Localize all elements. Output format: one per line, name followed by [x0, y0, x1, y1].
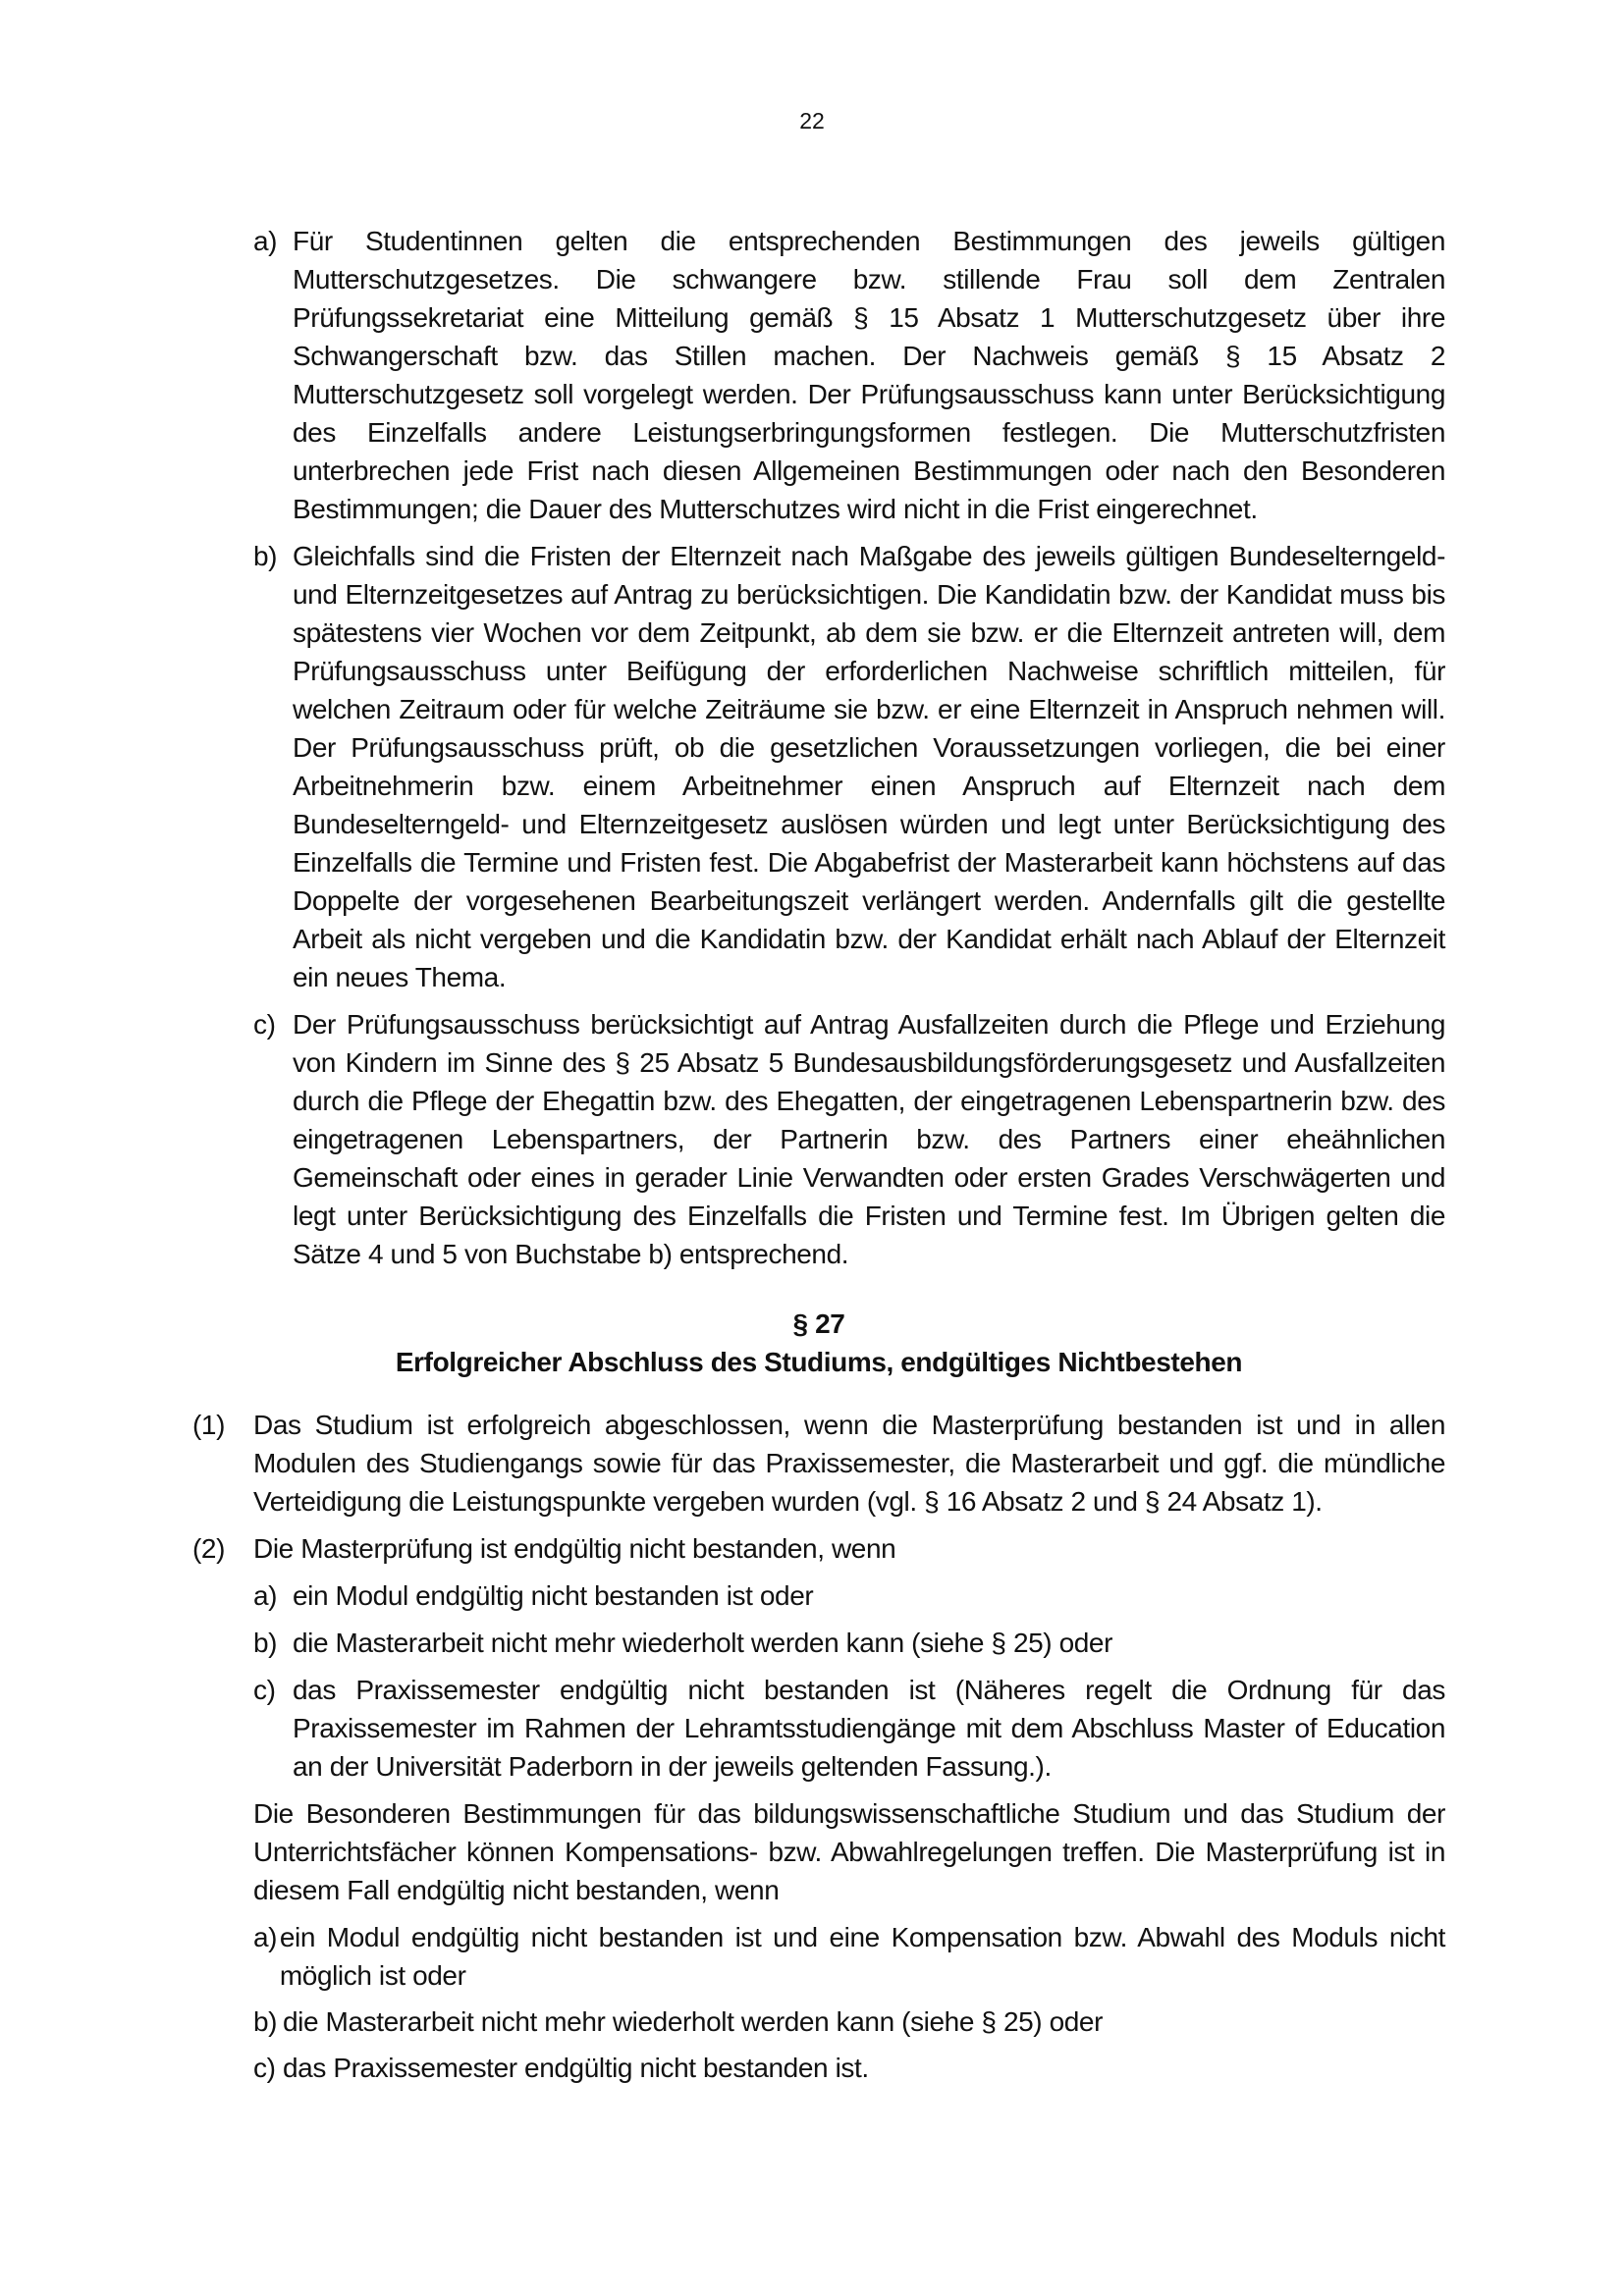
- item-label: c): [253, 2053, 276, 2083]
- section-heading: [192, 1305, 1445, 1381]
- paragraph-label: (2): [192, 1533, 226, 1564]
- paragraph-text: Die Masterprüfung ist endgültig nicht bestanden, wenn: [253, 1533, 896, 1564]
- paragraph-text: Das Studium ist erfolgreich abgeschlossen, wenn die Masterprüfung bestanden ist und in allen Modulen des Studiengangs sowie für das Praxissemester, die Masterarbeit und ggf. die mündliche Verteidigung die Leistungspunkte vergeben wurden (vgl. § 16 Absatz 2 und § 24 Absatz 1).: [253, 1410, 1445, 1517]
- page-number: 22: [799, 108, 825, 133]
- item-text: die Masterarbeit nicht mehr wiederholt werden kann (siehe § 25) oder: [293, 1628, 1113, 1658]
- section-title: Erfolgreicher Abschluss des Studiums, endgültiges Nichtbestehen: [395, 1347, 1243, 1377]
- item-label: c): [253, 1675, 276, 1705]
- item-text: Der Prüfungsausschuss berücksichtigt auf Antrag Ausfallzeiten durch die Pflege und Erziehung von Kindern im Sinne des § 25 Absatz 5 Bundesausbildungsförderungsgesetz und Ausfallzeiten durch die Pflege der Ehegattin bzw. des Ehegatten, der eingetragenen Lebenspartnerin bzw. des eingetragenen Lebenspartners, der Partnerin bzw. des Partners einer eheähnlichen Gemeinschaft oder eines in gerader Linie Verwandten oder ersten Grades Verschwägerten und legt unter Berücksichtigung des Einzelfalls die Fristen und Termine fest. Im Übrigen gelten die Sätze 4 und 5 von Buchstabe b) entsprechend.: [293, 1009, 1445, 1269]
- list-item: [253, 1671, 1445, 1786]
- item-text: das Praxissemester endgültig nicht bestanden ist.: [283, 2053, 869, 2083]
- item-label: a): [253, 226, 278, 256]
- list-item: [253, 1576, 1445, 1615]
- item-text: ein Modul endgültig nicht bestanden ist und eine Kompensation bzw. Abwahl des Moduls nicht möglich ist oder: [279, 1922, 1445, 1991]
- list-item: [253, 537, 1445, 996]
- item-text: das Praxissemester endgültig nicht bestanden ist (Näheres regelt die Ordnung für das Praxissemester im Rahmen der Lehramtsstudiengänge mit dem Abschluss Master of Education an der Universität Paderborn in der jeweils geltenden Fassung.).: [293, 1675, 1445, 1782]
- item-label: a): [253, 1922, 278, 1952]
- list-item: [253, 1918, 1445, 1995]
- item-text: Gleichfalls sind die Fristen der Elternzeit nach Maßgabe des jeweils gültigen Bundeselterngeld- und Elternzeitgesetzes auf Antrag zu berücksichtigen. Die Kandidatin bzw. der Kandidat muss bis spätestens vier Wochen vor dem Zeitpunkt, ab dem sie bzw. er die Elternzeit antreten will, dem Prüfungsausschuss unter Beifügung der erforderlichen Nachweise schriftlich mitteilen, für welchen Zeitraum oder für welche Zeiträume sie bzw. er eine Elternzeit in Anspruch nehmen will. Der Prüfungsausschuss prüft, ob die gesetzlichen Voraussetzungen vorliegen, die bei einer Arbeitnehmerin bzw. einem Arbeitnehmer einen Anspruch auf Elternzeit nach dem Bundeselterngeld- und Elternzeitgesetz auslösen würden und legt unter Berücksichtigung des Einzelfalls die Termine und Fristen fest. Die Abgabefrist der Masterarbeit kann höchstens auf das Doppelte der vorgesehenen Bearbeitungszeit verlängert werden. Andernfalls gilt die gestellte Arbeit als nicht vergeben und die Kandidatin bzw. der Kandidat erhält nach Ablauf der Elternzeit ein neues Thema.: [293, 541, 1445, 992]
- item-label: a): [253, 1580, 278, 1611]
- paragraph-label: (1): [192, 1410, 226, 1440]
- list-item: [253, 222, 1445, 528]
- paragraph-note: Die Besonderen Bestimmungen für das bildungswissenschaftliche Studium und das Studium der Unterrichtsfächer können Kompensations- bzw. Abwahlregelungen treffen. Die Masterprüfung ist in diesem Fall endgültig nicht bestanden, wenn: [253, 1798, 1445, 1905]
- item-label: b): [253, 1628, 278, 1658]
- list-item: [253, 2002, 1445, 2041]
- list-item: [253, 2049, 1445, 2087]
- item-label: b): [253, 2006, 278, 2037]
- item-text: die Masterarbeit nicht mehr wiederholt werden kann (siehe § 25) oder: [283, 2006, 1104, 2037]
- list-item: [253, 1624, 1445, 1662]
- paragraph-2: [192, 1529, 1445, 1568]
- item-text: Für Studentinnen gelten die entsprechenden Bestimmungen des jeweils gültigen Mutterschutzgesetzes. Die schwangere bzw. stillende Frau soll dem Zentralen Prüfungssekretariat eine Mitteilung gemäß § 15 Absatz 1 Mutterschutzgesetz über ihre Schwangerschaft bzw. das Stillen machen. Der Nachweis gemäß § 15 Absatz 2 Mutterschutzgesetz soll vorgelegt werden. Der Prüfungsausschuss kann unter Berücksichtigung des Einzelfalls andere Leistungserbringungsformen festlegen. Die Mutterschutzfristen unterbrechen jede Frist nach diesen Allgemeinen Bestimmungen oder nach den Besonderen Bestimmungen; die Dauer des Mutterschutzes wird nicht in die Frist eingerechnet.: [293, 226, 1445, 524]
- item-label: b): [253, 541, 278, 571]
- item-text: ein Modul endgültig nicht bestanden ist oder: [293, 1580, 814, 1611]
- section-number: § 27: [792, 1308, 845, 1339]
- list-item: [253, 1005, 1445, 1273]
- paragraph-1: [192, 1406, 1445, 1521]
- body-text: [192, 222, 1445, 2095]
- item-label: c): [253, 1009, 276, 1040]
